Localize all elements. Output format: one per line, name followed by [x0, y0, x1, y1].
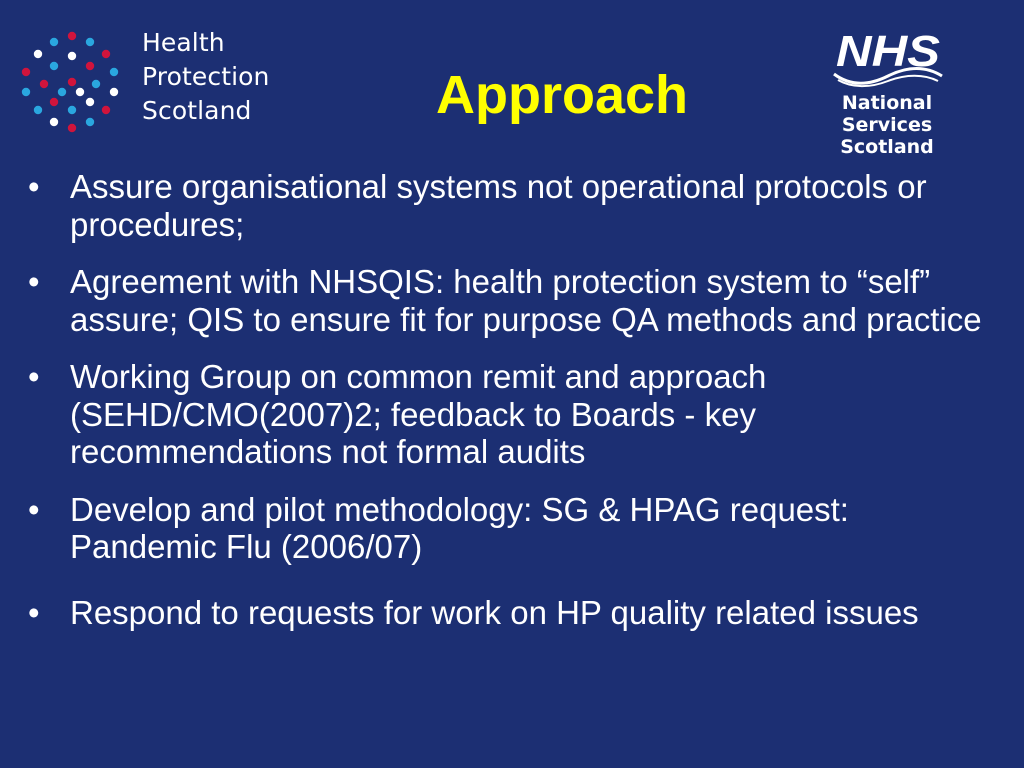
hps-dot	[86, 38, 94, 46]
bullet-list	[28, 168, 998, 651]
hps-dot	[68, 32, 76, 40]
hps-logo-line: Protection	[142, 62, 270, 91]
nhs-logo	[822, 24, 952, 164]
bullet-icon: •	[28, 358, 40, 395]
bullet-icon: •	[28, 168, 40, 205]
bullet-item	[28, 491, 998, 566]
hps-dot	[34, 50, 42, 58]
bullet-text: Agreement with NHSQIS: health protection system to “self” assure; QIS to ensure fit for purpose QA methods and practice	[70, 263, 982, 338]
nhs-logo-line: National	[841, 92, 933, 114]
hps-dot	[68, 52, 76, 60]
bullet-text: Working Group on common remit and approach (SEHD/CMO(2007)2; feedback to Boards - key recommendations not formal audits	[70, 358, 767, 470]
bullet-text: Develop and pilot methodology: SG & HPAG request: Pandemic Flu (2006/07)	[70, 490, 849, 565]
bullet-item	[28, 168, 998, 243]
bullet-icon: •	[28, 263, 40, 300]
nhs-logo-subtitle	[822, 92, 952, 158]
slide-title: Approach	[435, 65, 689, 125]
hps-dot	[102, 50, 110, 58]
nhs-logo-line: Scotland	[840, 136, 934, 158]
bullet-item	[28, 594, 998, 632]
nhs-wordmark-text: NHS	[836, 27, 940, 76]
bullet-text: Respond to requests for work on HP quality related issues	[70, 593, 919, 631]
bullet-icon: •	[28, 593, 40, 631]
nhs-wordmark	[832, 24, 944, 88]
nhs-logo-line: Services	[841, 114, 933, 136]
bullet-icon: •	[28, 490, 40, 528]
hps-logo-line: Scotland	[142, 96, 252, 125]
bullet-item	[28, 263, 998, 338]
bullet-text: Assure organisational systems not operational protocols or procedures;	[70, 168, 927, 243]
bullet-item	[28, 358, 998, 471]
hps-logo-line: Health	[142, 28, 225, 57]
hps-dot	[50, 38, 58, 46]
